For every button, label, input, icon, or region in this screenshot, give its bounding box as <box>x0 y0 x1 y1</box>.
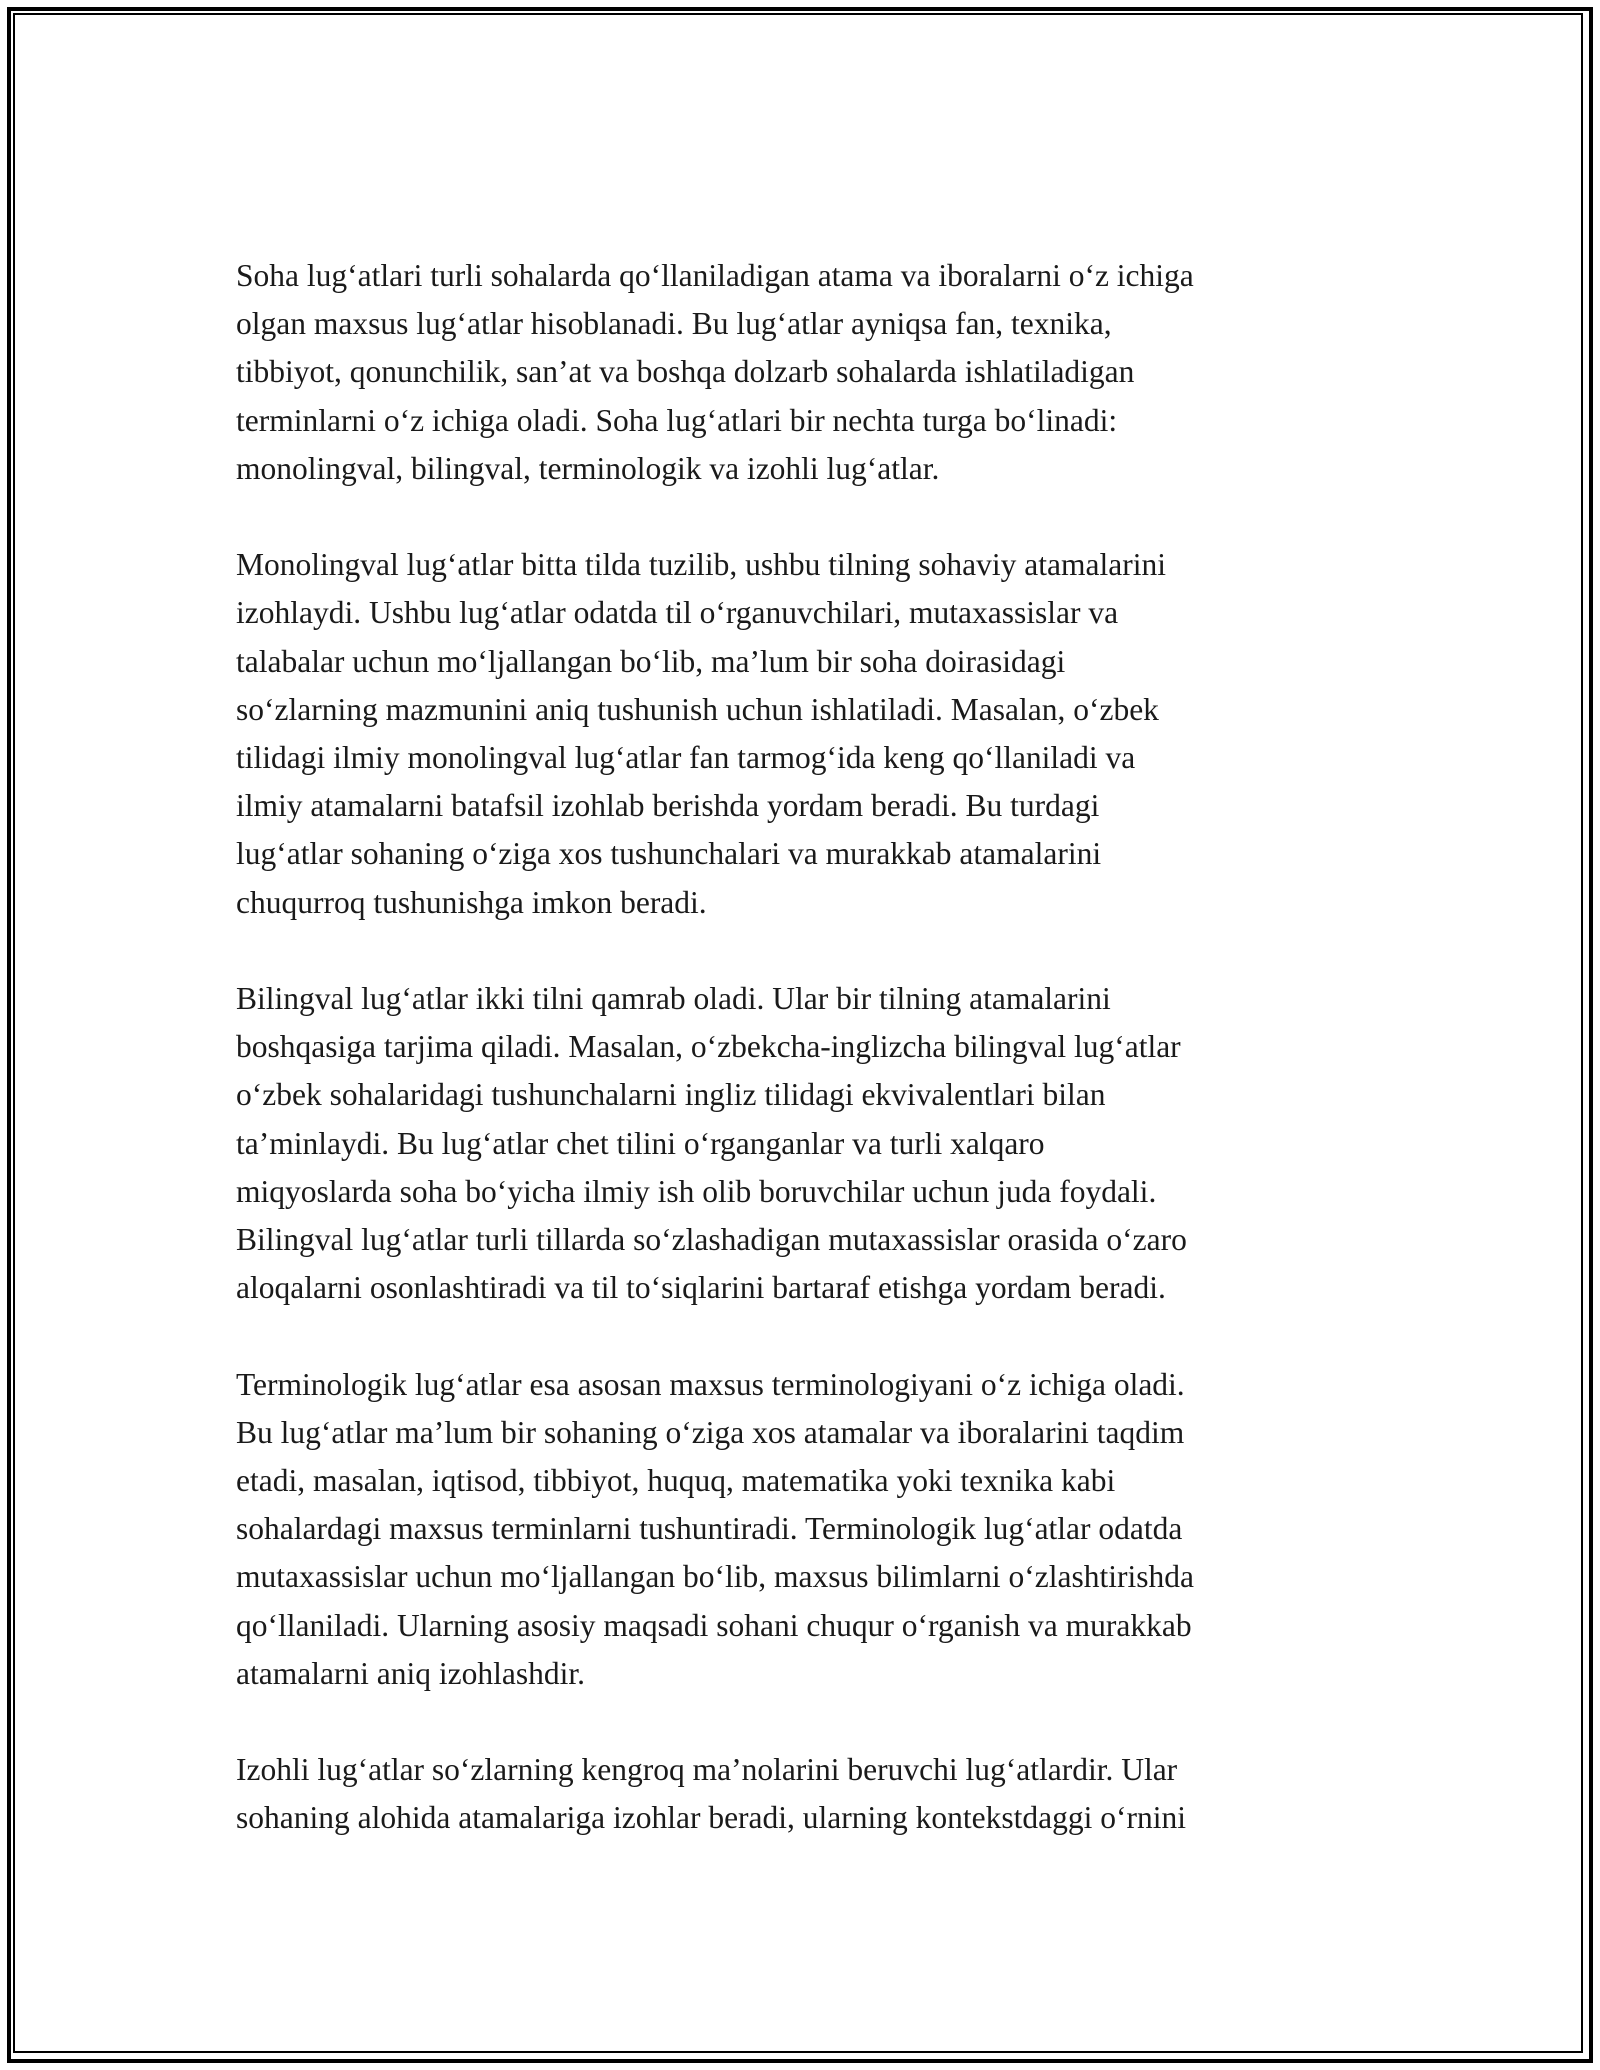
paragraph-explanatory: Izohli lug‘atlar so‘zlarning kengroq ma’nolarini beruvchi lug‘atlardir. Ular sohaning alohida atamalariga izohlar beradi, ularning kontekstdaggi o‘rnini <box>236 1752 1186 1836</box>
paragraph-monolingual: Monolingval lug‘atlar bitta tilda tuzilib, ushbu tilning sohaviy atamalarini izohlaydi. Ushbu lug‘atlar odatda til o‘rganuvchilari, mutaxassislar va talabalar uchun mo‘ljallangan bo‘lib, ma’lum bir soha doirasidagi so‘zlarning mazmunini aniq tushunish uchun ishlatiladi. Masalan, o‘zbek tilidagi ilmiy monolingval lug‘atlar fan tarmog‘ida keng qo‘llaniladi va ilmiy atamalarni batafsil izohlab berishda yordam beradi. Bu turdagi lug‘atlar sohaning o‘ziga xos tushunchalari va murakkab atamalarini chuqurroq tushunishga imkon beradi. <box>236 547 1166 920</box>
paragraph-terminological: Terminologik lug‘atlar esa asosan maxsus terminologiyani o‘z ichiga oladi. Bu lug‘atlar ma’lum bir sohaning o‘ziga xos atamalar va iboralarini taqdim etadi, masalan, iqtisod, tibbiyot, huquq, matematika yoki texnika kabi sohalardagi maxsus terminlarni tushuntiradi. Terminologik lug‘atlar odatda mutaxassislar uchun mo‘ljallangan bo‘lib, maxsus bilimlarni o‘zlashtirishda qo‘llaniladi. Ularning asosiy maqsadi sohani chuqur o‘rganish va murakkab atamalarni aniq izohlashdir. <box>236 1366 1194 1691</box>
paragraph-bilingual: Bilingval lug‘atlar ikki tilni qamrab oladi. Ular bir tilning atamalarini boshqasiga tarjima qiladi. Masalan, o‘zbekcha-inglizcha bilingval lug‘atlar o‘zbek sohalaridagi tushunchalarni ingliz tilidagi ekvivalentlari bilan ta’minlaydi. Bu lug‘atlar chet tilini o‘rganganlar va turli xalqaro miqyoslarda soha bo‘yicha ilmiy ish olib boruvchilar uchun juda foydali. Bilingval lug‘atlar turli tillarda so‘zlashadigan mutaxassislar orasida o‘zaro aloqalarni osonlashtiradi va til to‘siqlarini bartaraf etishga yordam beradi. <box>236 981 1187 1306</box>
paragraph-intro: Soha lug‘atlari turli sohalarda qo‘llaniladigan atama va iboralarni o‘z ichiga olgan maxsus lug‘atlar hisoblanadi. Bu lug‘atlar ayniqsa fan, texnika, tibbiyot, qonunchilik, san’at va boshqa dolzarb sohalarda ishlatiladigan terminlarni o‘z ichiga oladi. Soha lug‘atlari bir nechta turga bo‘linadi: monolingval, bilingval, terminologik va izohli lug‘atlar. <box>236 258 1194 486</box>
document-body <box>236 252 1366 1891</box>
